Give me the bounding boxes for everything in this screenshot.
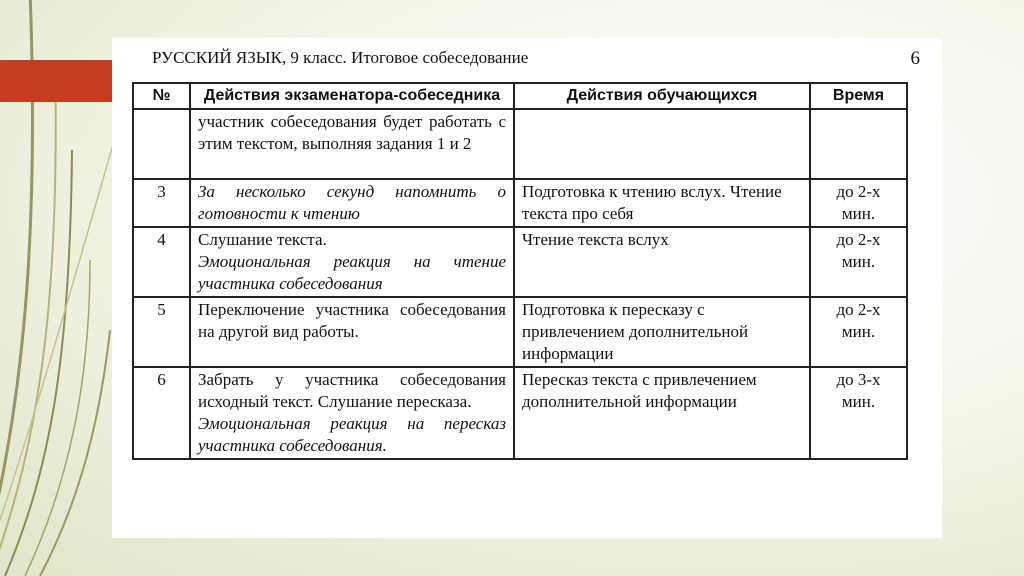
row-number: 6 xyxy=(133,367,190,459)
accent-bar xyxy=(0,60,112,102)
examiner-action-text: Слушание текста. xyxy=(198,230,327,249)
header-time: Время xyxy=(810,83,907,109)
exam-procedure-table xyxy=(132,82,908,460)
table-row xyxy=(133,297,907,367)
page-number: 6 xyxy=(910,48,920,69)
row-number: 5 xyxy=(133,297,190,367)
continuation-cell: участник собеседования будет работать с этим текстом, выполняя задания 1 и 2 xyxy=(190,109,514,179)
examiner-action-text: Забрать у участника собеседования исходный текст. Слушание пересказа. xyxy=(198,370,506,411)
header-examiner: Действия экзаменатора-собеседника xyxy=(190,83,514,109)
time-limit: до 2-х мин. xyxy=(810,227,907,297)
examiner-reaction: Эмоциональная реакция на пересказ участника собеседования. xyxy=(198,414,506,455)
document-header: РУССКИЙ ЯЗЫК, 9 класс. Итоговое собеседование xyxy=(152,48,529,67)
examiner-action: Переключение участника собеседования на другой вид работы. xyxy=(190,297,514,367)
student-action: Чтение текста вслух xyxy=(514,227,810,297)
row-number: 4 xyxy=(133,227,190,297)
header-number: № xyxy=(133,83,190,109)
table-row xyxy=(133,367,907,459)
time-limit: до 2-х мин. xyxy=(810,179,907,227)
examiner-action xyxy=(190,227,514,297)
student-action: Подготовка к чтению вслух. Чтение текста про себя xyxy=(514,179,810,227)
table-header-row xyxy=(133,83,907,109)
table-row xyxy=(133,227,907,297)
time-limit: до 2-х мин. xyxy=(810,297,907,367)
examiner-reaction: Эмоциональная реакция на чтение участника собеседования xyxy=(198,252,506,293)
student-action: Подготовка к пересказу с привлечением дополнительной информации xyxy=(514,297,810,367)
time-limit: до 3-х мин. xyxy=(810,367,907,459)
table-row xyxy=(133,109,907,179)
header-students: Действия обучающихся xyxy=(514,83,810,109)
examiner-action xyxy=(190,367,514,459)
document-scan xyxy=(112,38,942,538)
examiner-action: За несколько секунд напомнить о готовности к чтению xyxy=(190,179,514,227)
table-row xyxy=(133,179,907,227)
student-action: Пересказ текста с привлечением дополнительной информации xyxy=(514,367,810,459)
row-number: 3 xyxy=(133,179,190,227)
